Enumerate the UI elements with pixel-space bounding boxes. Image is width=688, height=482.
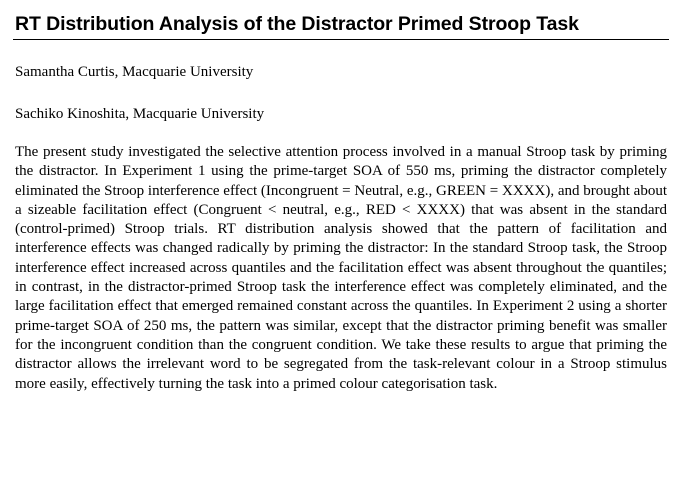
author-line-1: Samantha Curtis, Macquarie University <box>15 64 254 80</box>
paper-title: RT Distribution Analysis of the Distractor Primed Stroop Task <box>15 13 579 35</box>
author-line-2: Sachiko Kinoshita, Macquarie University <box>15 106 265 122</box>
abstract-paragraph: The present study investigated the selective attention process involved in a manual Stroop task by priming the distractor. In Experiment 1 using the prime-target SOA of 550 ms, priming the distractor completely eliminated the Stroop interference effect (Incongruent = Neutral, e.g., GREEN = XXXX), and brought about a sizeable facilitation effect (Congruent < neutral, e.g., RED < XXXX) that was absent in the standard (control-primed) Stroop trials. RT distribution analysis showed that the pattern of facilitation and interference effects was changed radically by priming the distractor: In the standard Stroop task, the Stroop interference effect increased across quantiles and the facilitation effect was absent throughout the quantiles; in contrast, in the distractor-primed Stroop task the interference effect was completely eliminated, and the large facilitation effect that emerged remained constant across the quantiles. In Experiment 2 using a shorter prime-target SOA of 250 ms, the pattern was similar, except that the distractor priming benefit was smaller for the incongruent condition than the congruent condition. We take these results to argue that priming the distractor allows the irrelevant word to be segregated from the task-relevant colour in a Stroop stimulus more easily, effectively turning the task into a primed colour categorisation task. <box>15 144 667 392</box>
title-underline-rule <box>13 39 669 40</box>
